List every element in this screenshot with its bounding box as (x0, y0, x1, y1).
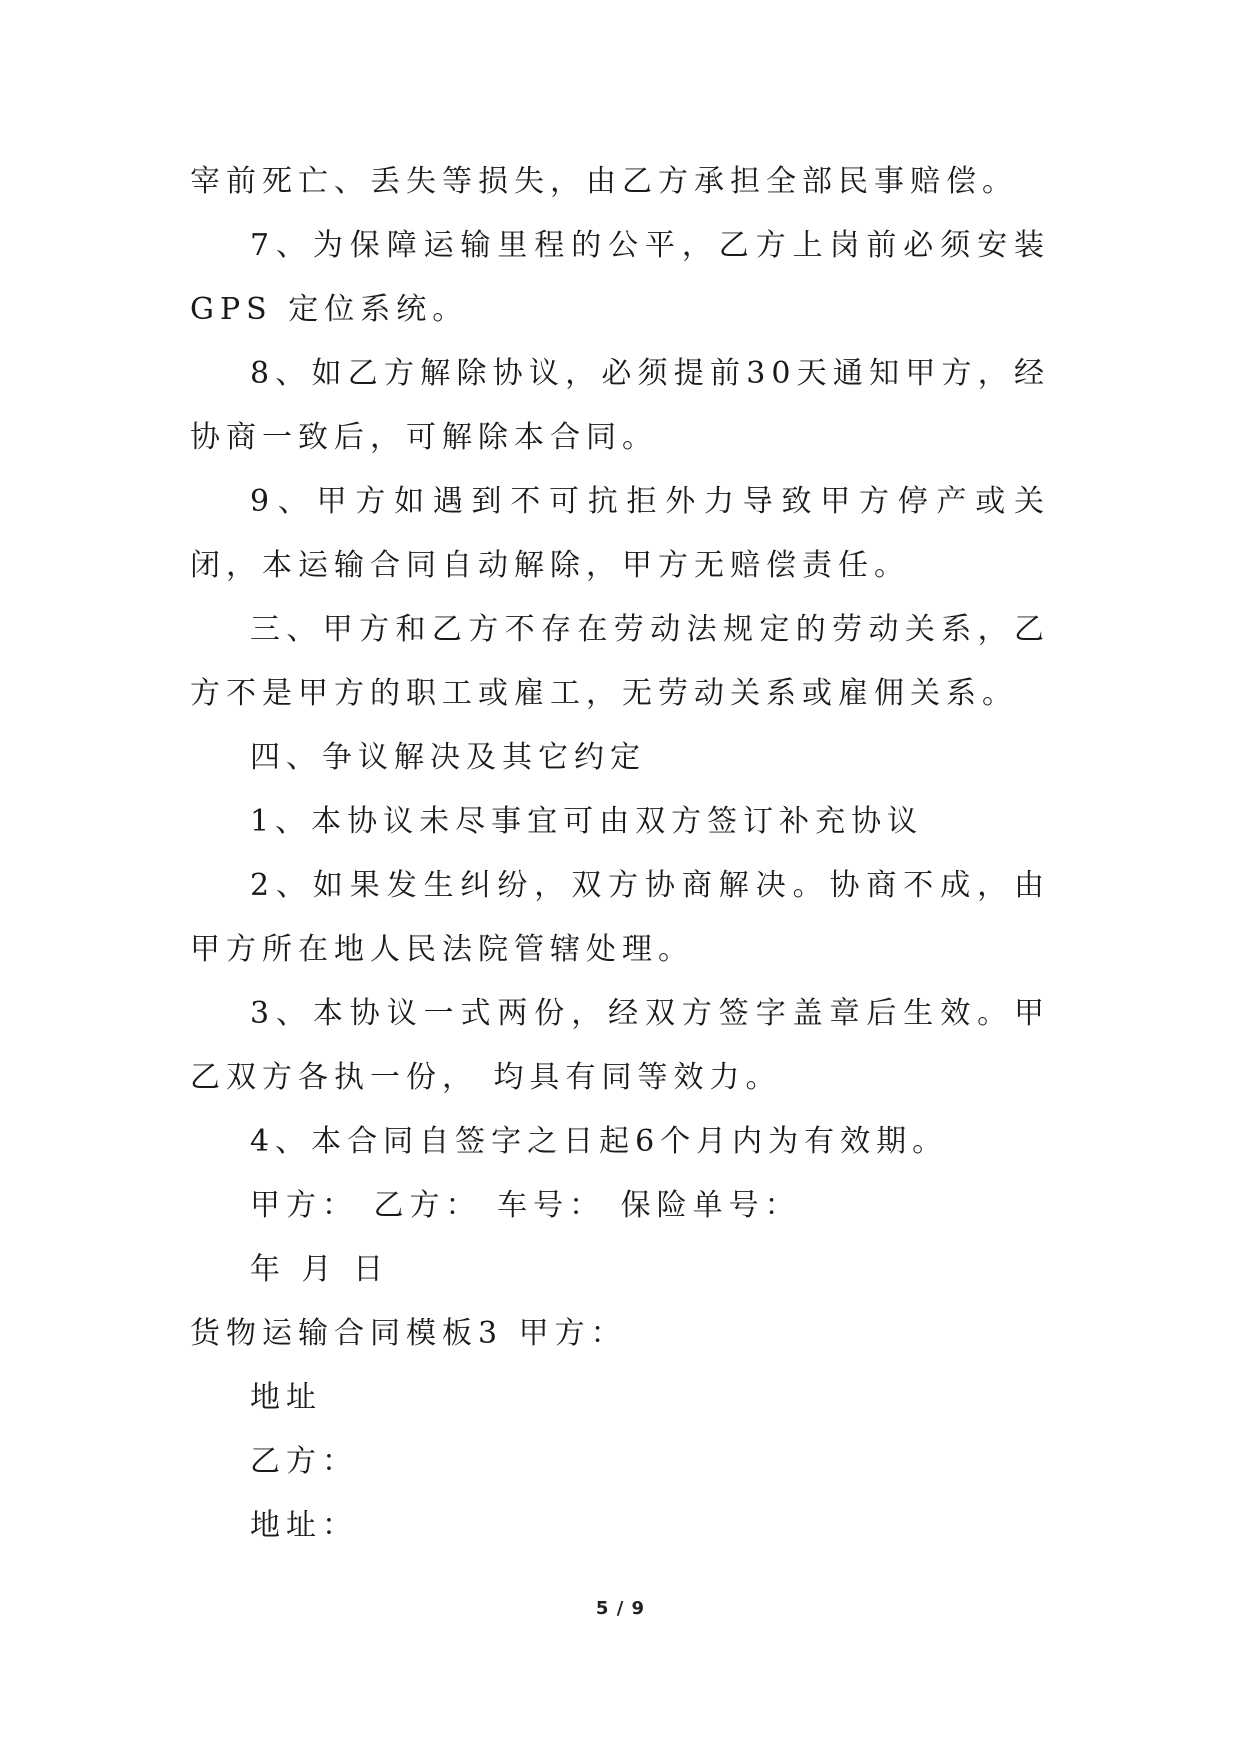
paragraph: 8、如乙方解除协议，必须提前30天通知甲方，经协商一致后，可解除本合同。 (190, 356, 1050, 455)
paragraph: 宰前死亡、丢失等损失，由乙方承担全部民事赔偿。 (190, 164, 1018, 199)
paragraph: 4、本合同自签字之日起6个月内为有效期。 (250, 1124, 949, 1159)
date-line: 年 月 日 (250, 1252, 390, 1287)
address-label: 地址： (250, 1508, 358, 1543)
party-b-label: 乙方： (250, 1444, 358, 1479)
paragraph: 1、本协议未尽事宜可由双方签订补充协议 (250, 804, 924, 839)
template-title: 货物运输合同模板3 甲方： (190, 1316, 627, 1351)
paragraph: 7、为保障运输里程的公平，乙方上岗前必须安装GPS 定位系统。 (190, 228, 1050, 327)
paragraph: 3、本协议一式两份，经双方签字盖章后生效。甲乙双方各执一份， 均具有同等效力。 (190, 996, 1050, 1095)
paragraph: 三、甲方和乙方不存在劳动法规定的劳动关系，乙方不是甲方的职工或雇工，无劳动关系或雇佣关系。 (190, 612, 1050, 711)
paragraph: 2、如果发生纠纷，双方协商解决。协商不成，由甲方所在地人民法院管辖处理。 (190, 868, 1050, 967)
section-heading: 四、争议解决及其它约定 (250, 740, 646, 775)
address-label: 地址 (250, 1380, 322, 1415)
signature-line: 甲方： 乙方： 车号： 保险单号： (250, 1188, 801, 1223)
page-number: 5 / 9 (595, 1598, 646, 1619)
paragraph: 9、甲方如遇到不可抗拒外力导致甲方停产或关闭，本运输合同自动解除，甲方无赔偿责任。 (190, 484, 1050, 583)
document-body (190, 150, 1050, 1558)
